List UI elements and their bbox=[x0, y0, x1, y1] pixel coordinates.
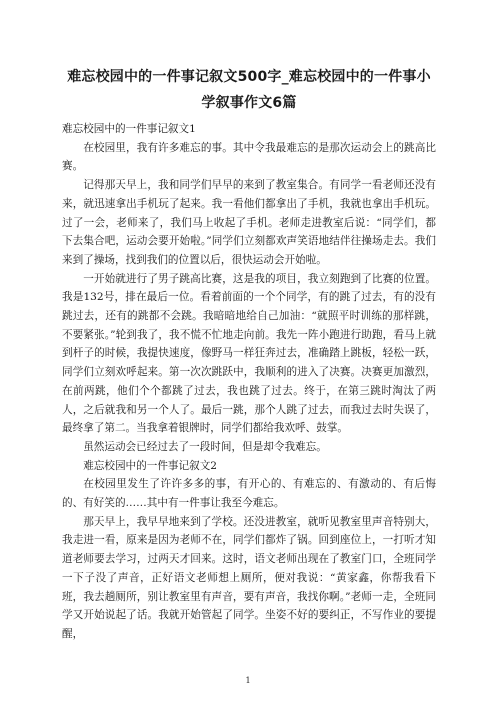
paragraph: 记得那天早上，我和同学们早早的来到了教室集合。有同学一看老师还没有来，就迅速拿出手机玩了起来。我一看他们都拿出了手机，我就也拿出手机玩。过了一会，老师来了，我们马上收起了手机。老师走进教室后说：“同学们，都下去集合吧，运动会要开始啦。”同学们立刻都欢声笑语地结伴往操场走去。我们来到了操场，找到我们的位置以后，很快运动会开始啦。 bbox=[62, 179, 436, 266]
section-heading: 难忘校园中的一件事记叙文1 bbox=[62, 123, 196, 135]
document-title: 难忘校园中的一件事记叙文500字_难忘校园中的一件事小学叙事作文6篇 bbox=[67, 69, 431, 111]
document-body bbox=[62, 120, 436, 644]
paragraph: 那天早上，我早早地来到了学校。还没进教室，就听见教室里声音特别大，我走进一看，原来是因为老师不在，同学们都炸了锅。回到座位上，一打听才知道老师要去学习，过两天才回来。这时，语文老师出现在了教室门口，全班同学一下子没了声音，正好语文老师想上厕所，便对我说：“黄家鑫，你帮我看下班，我去趟厕所，别让教室里有声音，要有声音，我找你啊。”老师一走，全班同学又开始说起了话。我就开始管起了同学。坐姿不好的要纠正，不写作业的要提醒， bbox=[62, 515, 436, 640]
paragraph: 虽然运动会已经过去了一段时间，但是却令我难忘。 bbox=[83, 440, 327, 453]
paragraph: 在校园里发生了许许多多的事，有开心的、有难忘的、有激动的、有后悔的、有好笑的……其中有一件事让我至今难忘。 bbox=[62, 478, 436, 510]
page-number: 1 bbox=[245, 676, 251, 685]
section-heading: 难忘校园中的一件事记叙文2 bbox=[83, 459, 218, 472]
paragraph: 一开始就进行了男子跳高比赛，这是我的项目，我立刻跑到了比赛的位置。我是132号，排在最后一位。看着前面的一个个同学，有的跳了过去，有的没有跳过去，还有的跳都不会跳。我暗暗地给自己加油：“就照平时训练的那样跳，不要紧张。”轮到我了，我不慌不忙地走向前。我先一阵小跑进行助跑，看马上就到杆子的时候，我提快速度，像野马一样狂奔过去，准确踏上跳板，轻松一跃，同学们立刻欢呼起来。第一次次跳跃中，我顺利的进入了决赛。决赛更加激烈，在前两跳，他们个个都跳了过去，我也跳了过去。终于，在第三跳时淘汰了两人，之后就我和另一个人了。最后一跳，那个人跳了过去，而我过去时失误了，最终拿了第二。当我拿着银牌时，同学们都给我欢呼、鼓掌。 bbox=[62, 272, 436, 435]
paragraph: 在校园里，我有许多难忘的事。其中令我最难忘的是那次运动会上的跳高比赛。 bbox=[62, 141, 436, 173]
